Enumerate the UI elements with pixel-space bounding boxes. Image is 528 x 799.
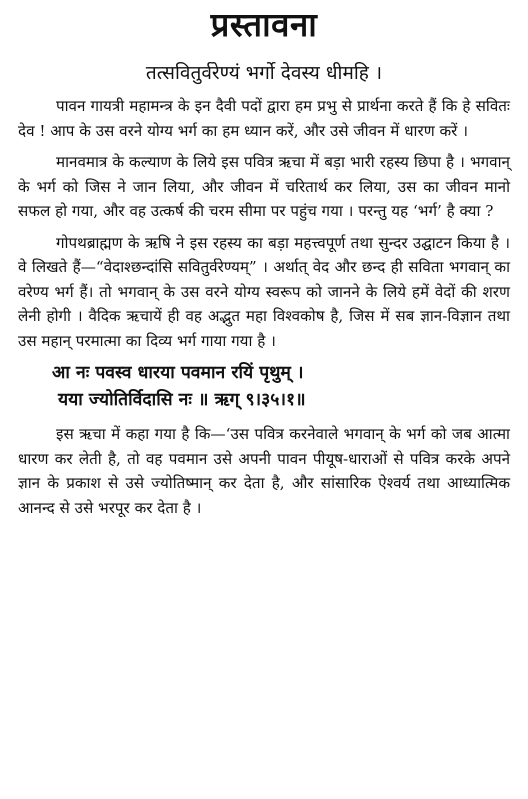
opening-verse: तत्सवितुर्वरेण्यं भर्गो देवस्य धीमहि । — [145, 62, 383, 84]
closing-paragraph: इस ऋचा में कहा गया है कि—‘उस पवित्र करनेवाले भगवान् के भर्ग को जब आत्मा धारण कर लेती है, तो वह पवमान उसे अपनी पावन पीयूष-धाराओं से पवित्र करके अपने ज्ञान के प्रकाश से उसे ज्योतिष्मान् कर देता है, और सांसारिक ऐश्वर्य तथा आध्यात्मिक आनन्द से उसे भरपूर कर देता है । — [18, 425, 510, 517]
page-title: प्रस्तावना — [210, 5, 318, 44]
mantra-line-2: यया ज्योतिर्विदासि नः ॥ ऋग् ९।३५।१॥ — [58, 390, 306, 410]
mantra-line-1: आ नः पवस्व धारया पवमान रयिं पृथुम् । — [52, 363, 304, 383]
paragraph-2: मानवमात्र के कल्याण के लिये इस पवित्र ऋचा में बड़ा भारी रहस्य छिपा है । भगवान् के भर्ग को जिस ने जान लिया, और जीवन में चरितार्थ कर लिया, उस का जीवन मानो सफल हो गया, और वह उत्कर्ष की चरम सीमा पर पहुंच गया । परन्तु यह ‘भर्ग’ है क्या ? — [18, 153, 510, 220]
paragraph-1: पावन गायत्री महामन्त्र के इन दैवी पदों द्वारा हम प्रभु से प्रार्थना करते हैं कि हे सवितः देव ! आप के उस वरने योग्य भर्ग का हम ध्यान करें, और उसे जीवन में धारण करें । — [18, 97, 510, 140]
paragraph-3: गोपथब्राह्मण के ऋषि ने इस रहस्य का बड़ा महत्त्वपूर्ण तथा सुन्दर उद्घाटन किया है । वे लिखते हैं—“वेदाश्छन्दांसि सवितुर्वरेण्यम्” । अर्थात् वेद और छन्द ही सविता भगवान् का वरेण्य भर्ग हैं। तो भगवान् के उस वरने योग्य स्वरूप को जानने के लिये हमें वेदों की शरण लेनी होगी । वैदिक ऋचायें ही वह अद्भुत महा विश्वकोष है, जिस में सब ज्ञान-विज्ञान तथा उस महान् परमात्मा का दिव्य भर्ग गाया गया है । — [18, 233, 510, 350]
